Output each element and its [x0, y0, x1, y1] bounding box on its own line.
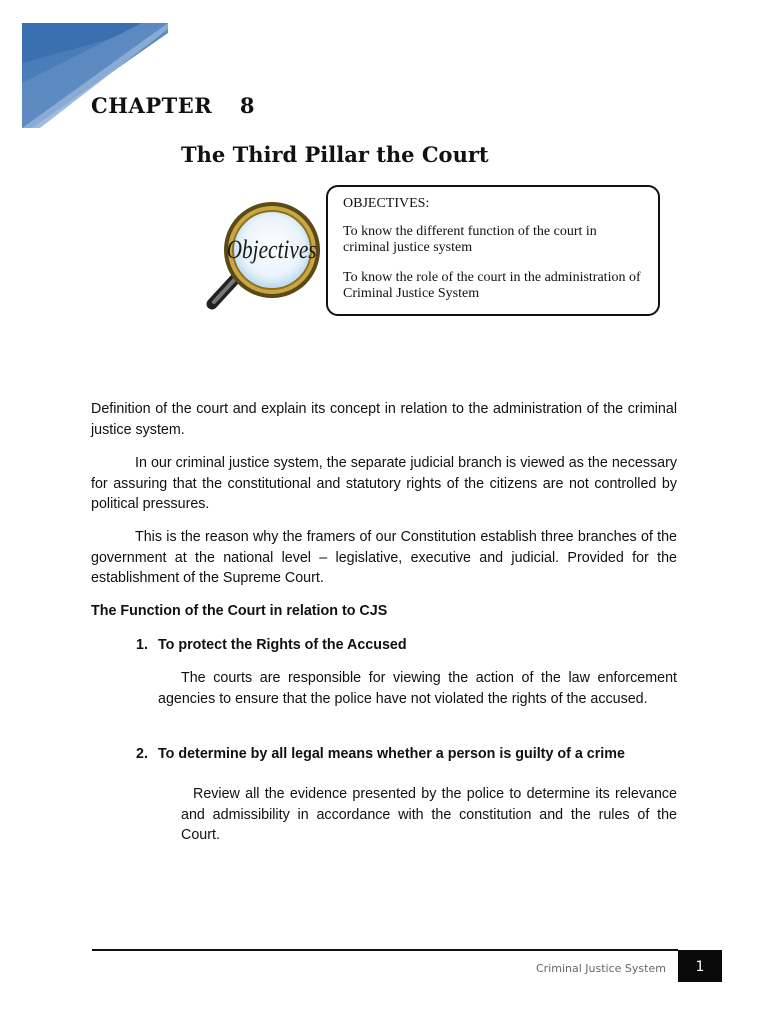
- body-paragraph: Definition of the court and explain its concept in relation to the administration of the criminal justice system.: [91, 401, 677, 438]
- page-number: 1: [678, 950, 722, 982]
- objective-item: To know the different function of the court in criminal justice system: [343, 224, 597, 255]
- function-heading-2: [136, 744, 625, 764]
- function-number: 2.: [136, 746, 148, 762]
- objectives-box: [326, 185, 660, 316]
- function-title: To protect the Rights of the Accused: [158, 637, 407, 653]
- body-paragraph: In our criminal justice system, the separate judicial branch is viewed as the necessary for assuring that the constitutional and statutory rights of the citizens are not controlled by political pressures.: [91, 455, 677, 512]
- objectives-graphic-label: Objectives: [226, 236, 317, 265]
- objectives-heading: OBJECTIVES:: [343, 196, 430, 211]
- footer-divider: [92, 949, 678, 951]
- chapter-title: The Third Pillar the Court: [181, 142, 489, 167]
- function-title: To determine by all legal means whether a person is guilty of a crime: [158, 746, 625, 762]
- body-paragraph: This is the reason why the framers of our Constitution establish three branches of the government at the national level – legislative, executive and judicial. Provided for the establishment of the Supreme Court.: [91, 529, 677, 586]
- function-heading-1: [136, 635, 407, 655]
- section-heading: The Function of the Court in relation to CJS: [91, 603, 388, 619]
- magnifying-glass-icon: [206, 198, 326, 310]
- chapter-heading: CHAPTER 8: [91, 93, 255, 118]
- function-description: Review all the evidence presented by the police to determine its relevance and admissibility in accordance with the constitution and the rules of the Court.: [181, 786, 677, 843]
- objective-item: To know the role of the court in the administration of Criminal Justice System: [343, 270, 641, 301]
- footer-label: Criminal Justice System: [536, 962, 666, 975]
- function-description: The courts are responsible for viewing the action of the law enforcement agencies to ensure that the police have not violated the rights of the accused.: [158, 670, 677, 707]
- function-number: 1.: [136, 637, 148, 653]
